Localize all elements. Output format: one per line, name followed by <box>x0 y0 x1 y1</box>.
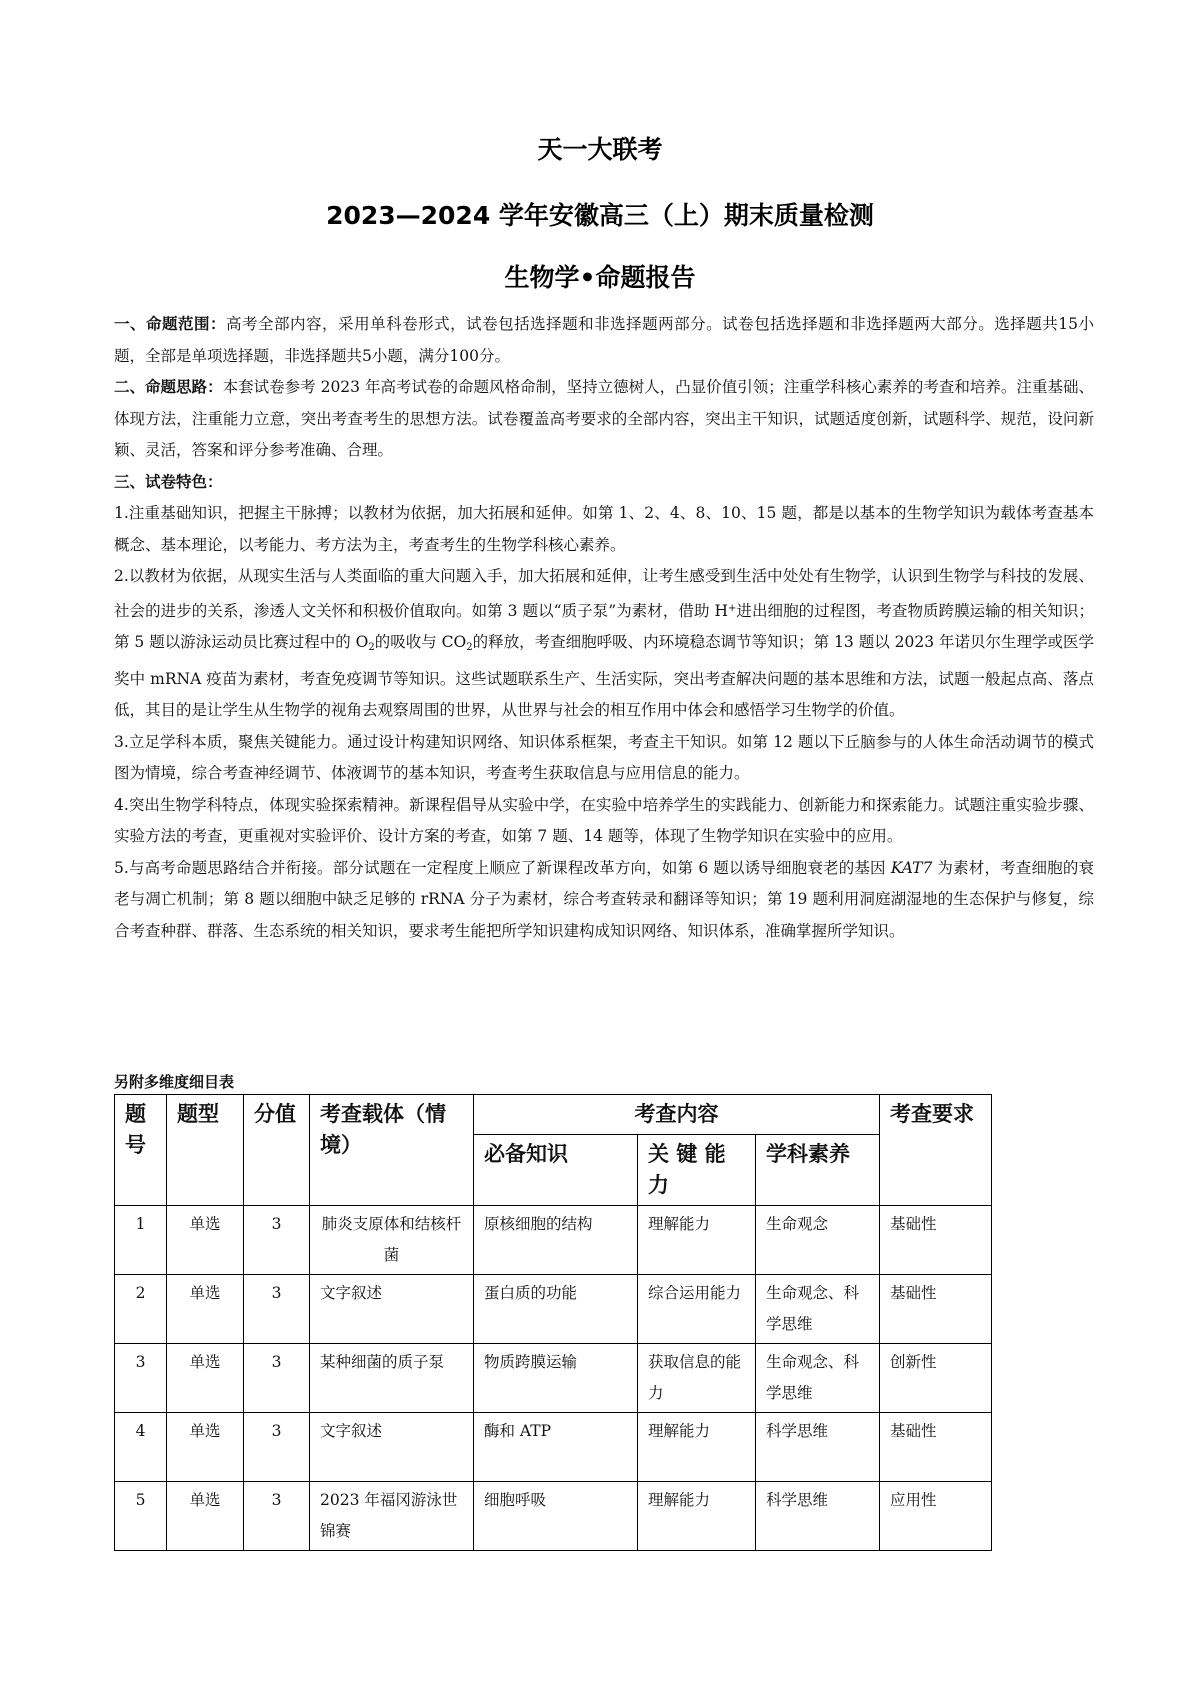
cell-literacy: 生命观念、科学思维 <box>756 1344 880 1413</box>
header-requirement: 考查要求 <box>880 1095 992 1206</box>
section-heading: 一、命题范围： <box>114 315 227 333</box>
table-caption: 另附多维度细目表 <box>114 1073 235 1091</box>
table-row <box>115 1206 992 1275</box>
detail-table <box>114 1094 992 1551</box>
subscript: 2 <box>368 642 375 653</box>
cell-requirement: 基础性 <box>880 1413 992 1482</box>
table-row <box>115 1275 992 1344</box>
header-score: 分值 <box>244 1095 310 1206</box>
cell-type: 单选 <box>167 1275 244 1344</box>
cell-ability: 理解能力 <box>638 1413 756 1482</box>
cell-literacy: 生命观念 <box>756 1206 880 1275</box>
exam-title: 2023—2024 学年安徽高三（上）期末质量检测 <box>326 201 874 230</box>
table-row <box>115 1482 992 1551</box>
header-carrier: 考查载体（情境） <box>310 1095 474 1206</box>
cell-num: 1 <box>115 1206 167 1275</box>
cell-carrier: 2023 年福冈游泳世锦赛 <box>310 1482 474 1551</box>
cell-num: 4 <box>115 1413 167 1482</box>
cell-num: 5 <box>115 1482 167 1551</box>
cell-carrier: 肺炎支原体和结核杆菌 <box>310 1206 474 1275</box>
header-literacy: 学科素养 <box>756 1135 880 1206</box>
gene-name: KAT7 <box>890 858 933 877</box>
cell-carrier: 文字叙述 <box>310 1413 474 1482</box>
section-scope <box>114 309 1094 372</box>
text-run: 进出细胞的过程图，考查物质跨膜运输的相关知识；第 5 题以游泳运动员比赛过程中的 O <box>114 601 1094 651</box>
cell-requirement: 基础性 <box>880 1275 992 1344</box>
cell-requirement: 基础性 <box>880 1206 992 1275</box>
cell-carrier: 文字叙述 <box>310 1275 474 1344</box>
cell-knowledge: 原核细胞的结构 <box>474 1206 638 1275</box>
header-ability: 关 键 能 力 <box>638 1135 756 1206</box>
section-approach <box>114 372 1094 467</box>
section-text: 本套试卷参考 2023 年高考试卷的命题风格命制，坚持立德树人，凸显价值引领；注重学科核心素养的考查和培养。注重基础、体现方法，注重能力立意，突出考查考生的思想方法。试卷覆盖高考要求的全部内容，突出主干知识，试题适度创新，试题科学、规范，设问新颖、灵活，答案和评分参考准确、合理。 <box>114 378 1094 459</box>
cell-score: 3 <box>244 1344 310 1413</box>
feature-paragraph-5 <box>114 853 1094 948</box>
cell-literacy: 科学思维 <box>756 1413 880 1482</box>
report-body <box>114 309 1094 947</box>
feature-paragraph-2 <box>114 561 1094 727</box>
text-run: 为素材，考查细胞的衰老与凋亡机制；第 8 题以细胞中缺乏足够的 rRNA 分子为素材，综合考查转录和翻译等知识；第 19 题利用洞庭湖湿地的生态保护与修复，综合考查种群、群落、生态系统的相关知识，要求考生能把所学知识建构成知识网络、知识体系，准确掌握所学知识。 <box>114 858 1094 940</box>
feature-paragraph-3: 3.立足学科本质，聚焦关键能力。通过设计构建知识网络、知识体系框架，考查主干知识。如第 12 题以下丘脑参与的人体生命活动调节的模式图为情境，综合考查神经调节、体液调节的基本知识，考查考生获取信息与应用信息的能力。 <box>114 732 1094 782</box>
section-features <box>114 467 1094 499</box>
cell-knowledge: 细胞呼吸 <box>474 1482 638 1551</box>
cell-type: 单选 <box>167 1413 244 1482</box>
cell-ability: 获取信息的能力 <box>638 1344 756 1413</box>
table-row <box>115 1344 992 1413</box>
cell-knowledge: 酶和 ATP <box>474 1413 638 1482</box>
feature-paragraph-1: 1.注重基础知识，把握主干脉搏；以教材为依据，加大拓展和延伸。如第 1、2、4、8、10、15 题，都是以基本的生物学知识为载体考查基本概念、基本理论，以考能力、考方法为主，考查考生的生物学科核心素养。 <box>114 504 1094 554</box>
text-run: 的释放，考查细胞呼吸、内环境稳态调节等知识；第 13 题以 2023 年诺贝尔生理学或医学奖中 mRNA 疫苗为素材，考查免疫调节等知识。这些试题联系生产、生活实际，突出考查解决问题的基本思维和方法，试题一般起点高、落点低，其目的是让学生从生物学的视角去观察周围的世界，从世界与社会的相互作用中体会和感悟学习生物学的价值。 <box>114 633 1094 719</box>
header-row-1 <box>115 1095 992 1135</box>
cell-type: 单选 <box>167 1344 244 1413</box>
report-title: 生物学•命题报告 <box>504 263 696 292</box>
cell-score: 3 <box>244 1206 310 1275</box>
text-run: 2.以教材为依据，从现实生活与人类面临的重大问题入手，加大拓展和延伸，让考生感受到生活中处处有生物学，认识到生物学与科技的发展、社会的进步的关系，渗透人文关怀和积极价值取向。如第 3 题以“质子泵”为素材，借助 H <box>114 567 1094 620</box>
superscript: + <box>727 602 737 614</box>
org-title: 天一大联考 <box>537 135 663 164</box>
cell-requirement: 创新性 <box>880 1344 992 1413</box>
text-run: 的吸收与 CO <box>374 633 467 651</box>
section-text: 高考全部内容，采用单科卷形式，试卷包括选择题和非选择题两部分。试卷包括选择题和非选择题两大部分。选择题共15小题，全部是单项选择题，非选择题共5小题，满分100分。 <box>114 315 1094 365</box>
cell-score: 3 <box>244 1275 310 1344</box>
cell-score: 3 <box>244 1413 310 1482</box>
cell-requirement: 应用性 <box>880 1482 992 1551</box>
cell-knowledge: 物质跨膜运输 <box>474 1344 638 1413</box>
section-heading: 二、命题思路： <box>114 378 223 396</box>
subscript: 2 <box>466 642 473 653</box>
cell-ability: 理解能力 <box>638 1206 756 1275</box>
cell-type: 单选 <box>167 1482 244 1551</box>
text-run: 5.与高考命题思路结合并衔接。部分试题在一定程度上顺应了新课程改革方向，如第 6 题以诱导细胞衰老的基因 <box>114 858 891 877</box>
header-content: 考查内容 <box>474 1095 880 1135</box>
cell-num: 2 <box>115 1275 167 1344</box>
header-knowledge: 必备知识 <box>474 1135 638 1206</box>
cell-carrier: 某种细菌的质子泵 <box>310 1344 474 1413</box>
cell-num: 3 <box>115 1344 167 1413</box>
cell-literacy: 生命观念、科学思维 <box>756 1275 880 1344</box>
section-heading: 三、试卷特色： <box>114 472 223 491</box>
cell-literacy: 科学思维 <box>756 1482 880 1551</box>
cell-score: 3 <box>244 1482 310 1551</box>
feature-paragraph-4: 4.突出生物学科特点，体现实验探索精神。新课程倡导从实验中学，在实验中培养学生的实践能力、创新能力和探索能力。试题注重实验步骤、实验方法的考查，更重视对实验评价、设计方案的考查，如第 7 题、14 题等，体现了生物学知识在实验中的应用。 <box>114 795 1094 845</box>
cell-ability: 综合运用能力 <box>638 1275 756 1344</box>
table-row <box>115 1413 992 1482</box>
cell-type: 单选 <box>167 1206 244 1275</box>
cell-ability: 理解能力 <box>638 1482 756 1551</box>
cell-knowledge: 蛋白质的功能 <box>474 1275 638 1344</box>
header-num: 题号 <box>115 1095 167 1206</box>
header-type: 题型 <box>167 1095 244 1206</box>
